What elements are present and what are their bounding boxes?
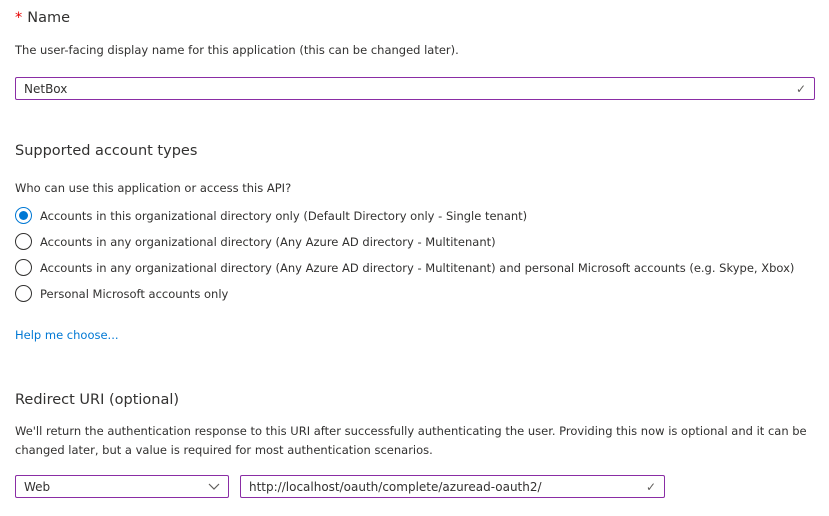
redirect-description-2: changed later, but a value is required for most authentication scenarios. bbox=[15, 443, 433, 457]
name-description: The user-facing display name for this application (this can be changed later). bbox=[15, 43, 459, 57]
redirect-uri-input[interactable] bbox=[240, 475, 665, 498]
platform-select[interactable] bbox=[15, 475, 229, 498]
name-heading bbox=[15, 10, 70, 26]
radio-personal-only[interactable] bbox=[15, 285, 228, 302]
radio-multitenant[interactable] bbox=[15, 233, 496, 250]
required-mark: * bbox=[15, 10, 23, 26]
radio-single-tenant[interactable] bbox=[15, 207, 527, 224]
help-me-choose-link[interactable]: Help me choose... bbox=[15, 328, 119, 342]
radio-label: Accounts in this organizational directory only (Default Directory only - Single tenant) bbox=[40, 208, 528, 223]
radio-icon bbox=[15, 233, 32, 250]
radio-icon bbox=[15, 259, 32, 276]
checkmark-icon: ✓ bbox=[795, 81, 806, 96]
checkmark-icon: ✓ bbox=[645, 479, 656, 494]
account-types-heading: Supported account types bbox=[15, 143, 198, 159]
chevron-down-icon bbox=[208, 480, 220, 494]
redirect-description-1: We'll return the authentication response to this URI after successfully authenticating the user. Providing this now is optional and it can be bbox=[15, 424, 807, 438]
radio-selected-icon bbox=[15, 207, 32, 224]
radio-label: Personal Microsoft accounts only bbox=[40, 286, 229, 301]
name-input[interactable] bbox=[15, 77, 815, 100]
account-types-question: Who can use this application or access this API? bbox=[15, 181, 292, 195]
redirect-uri-value: http://localhost/oauth/complete/azuread-oauth2/ bbox=[249, 479, 542, 494]
radio-multitenant-personal[interactable] bbox=[15, 259, 794, 276]
radio-label: Accounts in any organizational directory (Any Azure AD directory - Multitenant) and personal Microsoft accounts (e.g. Skype, Xbox) bbox=[40, 260, 795, 275]
name-title: Name bbox=[27, 10, 71, 26]
radio-label: Accounts in any organizational directory (Any Azure AD directory - Multitenant) bbox=[40, 234, 496, 249]
redirect-uri-heading: Redirect URI (optional) bbox=[15, 392, 180, 408]
platform-value: Web bbox=[24, 479, 51, 494]
name-value: NetBox bbox=[24, 81, 68, 96]
radio-icon bbox=[15, 285, 32, 302]
